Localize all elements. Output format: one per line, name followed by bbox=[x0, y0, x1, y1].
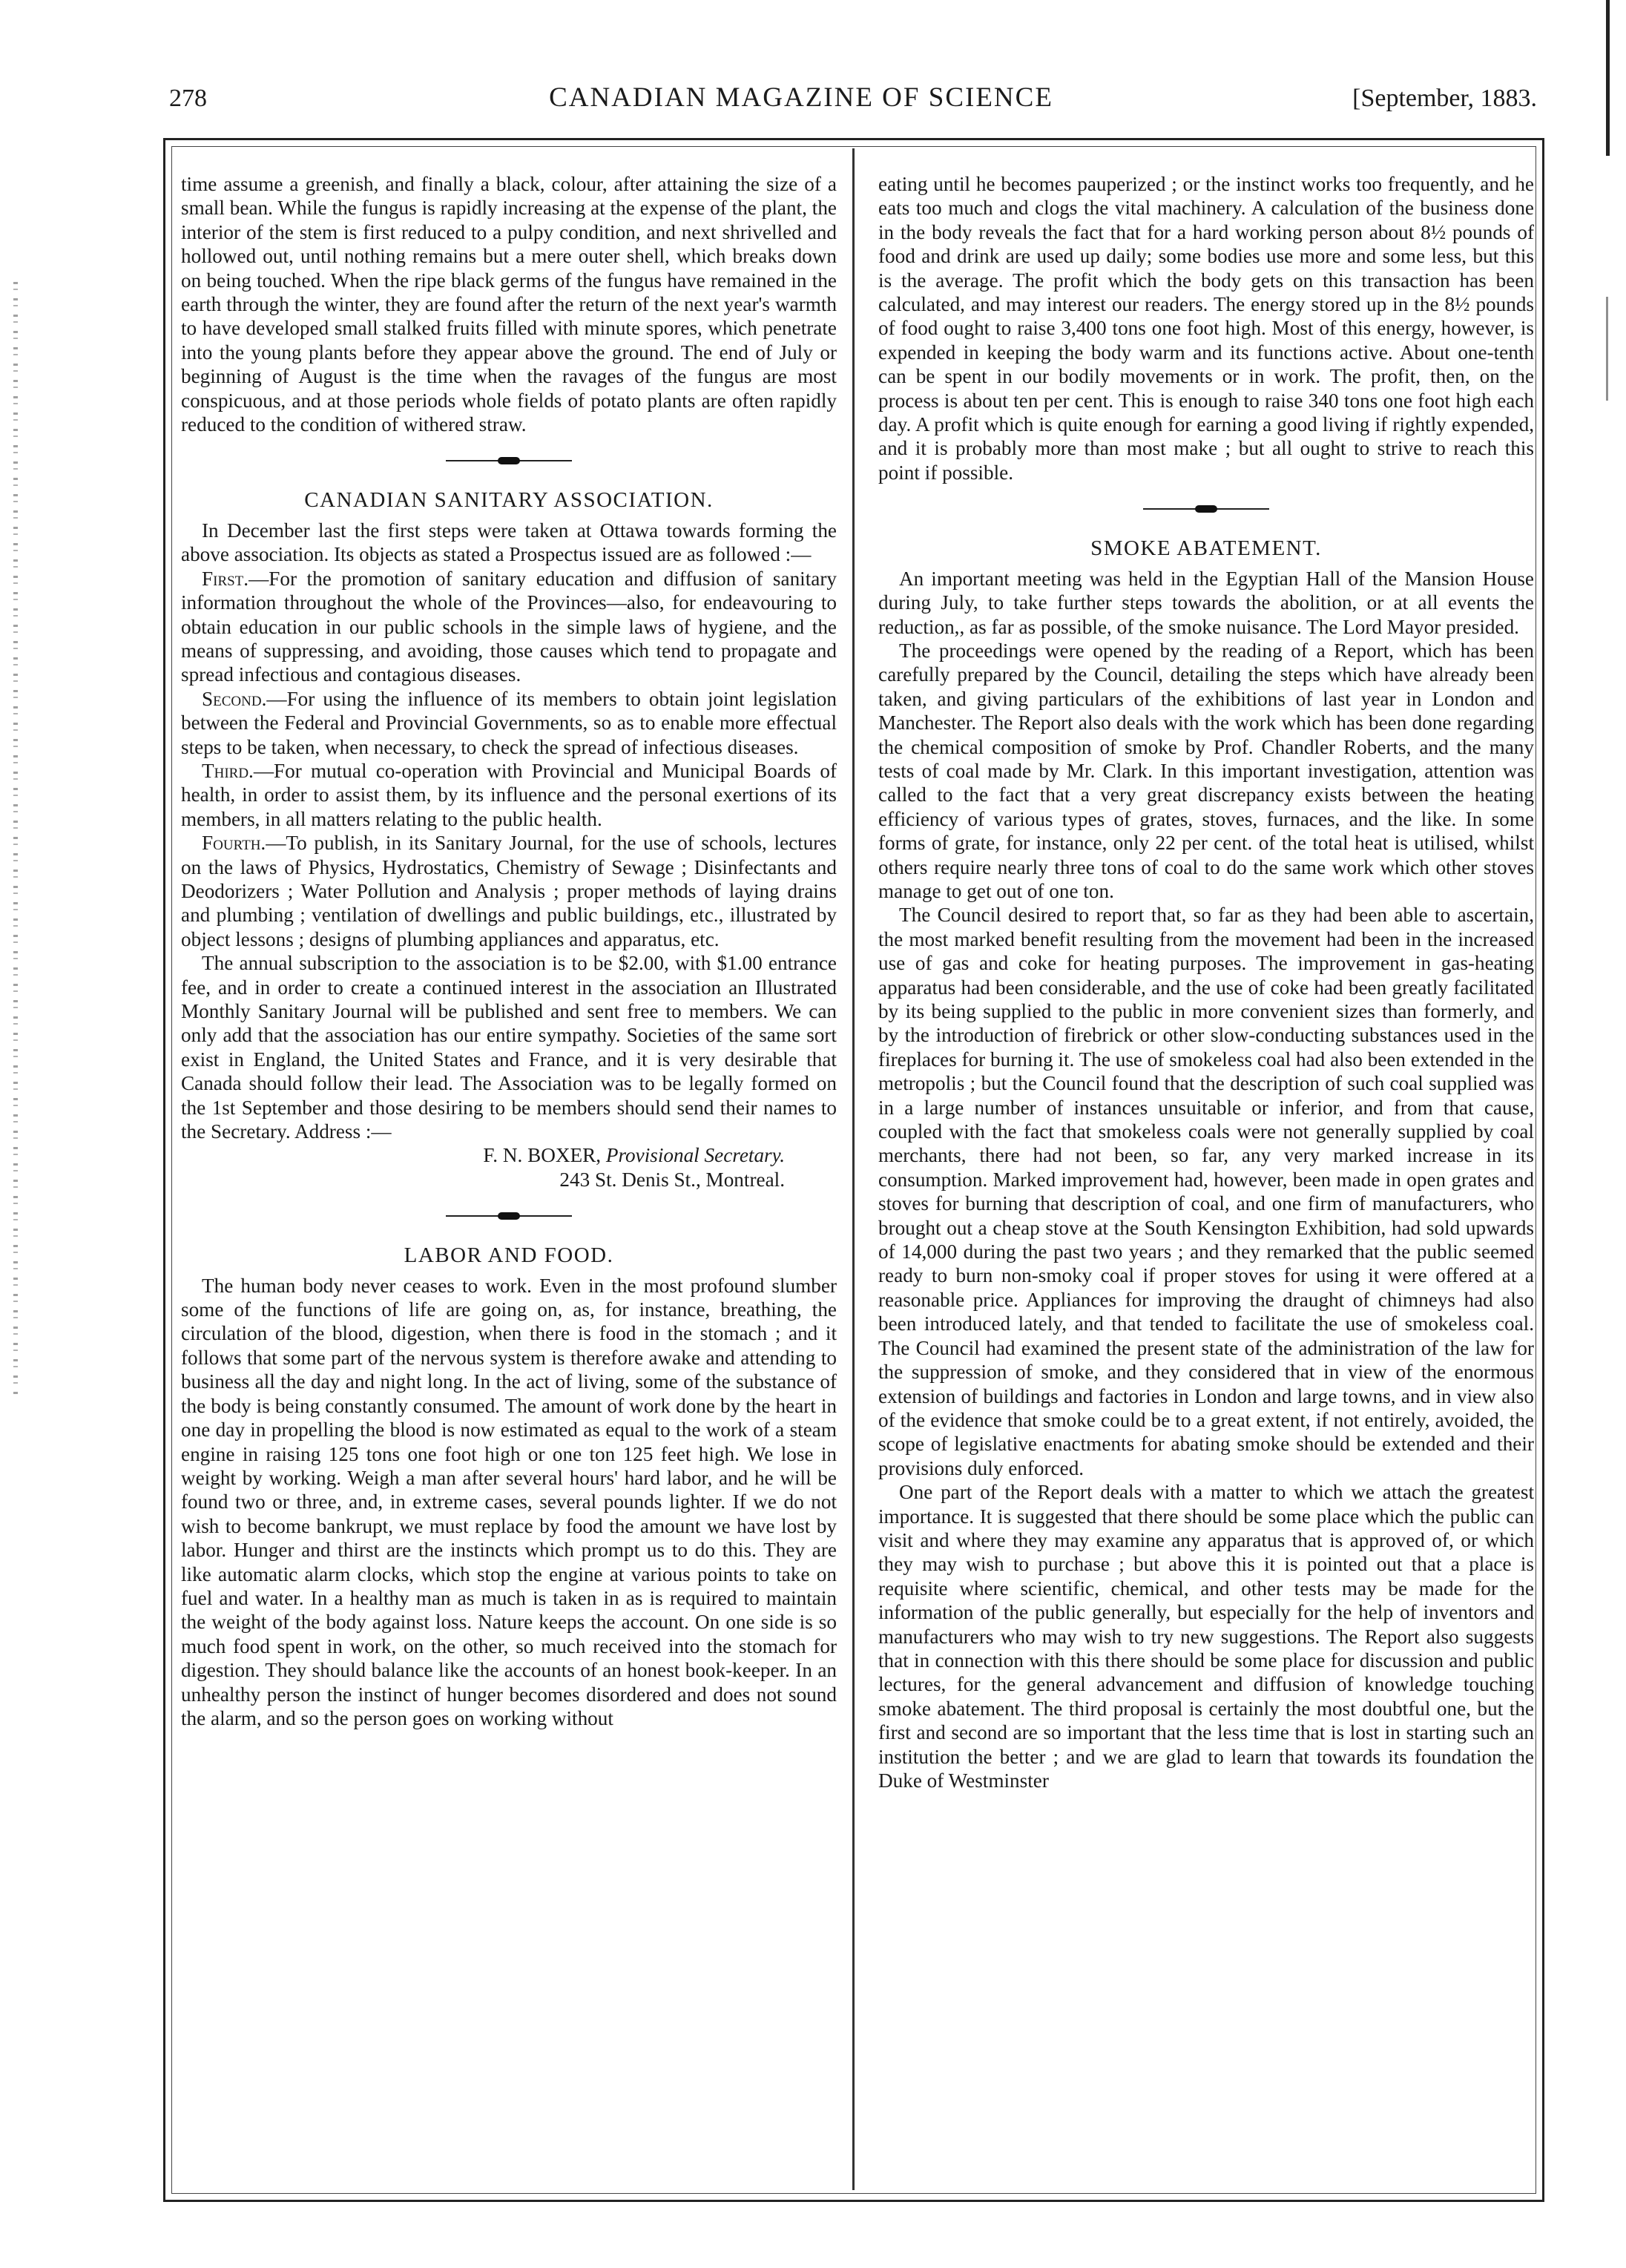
labor-continuation: eating until he becomes pauperized ; or the instinct works too frequently, and he eats too much and clogs the vital machinery. A calculation of the business done in the body reveals the fact that for a hard working person about 8½ pounds of food and drink are used up daily; some bodies use more and some less, but this is the average. The profit which the body gets on this transaction has been calculated, and may interest our readers. The energy stored up in the 8½ pounds of food ought to raise 3,400 tons one foot high. Most of this energy, however, is expended in keeping the body warm and its functions active. About one-tenth can be spent in our bodily movements or in work. The profit, then, on the process is about ten per cent. This is enough to raise 340 tons one foot high each day. A profit which is quite enough for earning a good living if rightly expended, and it is probably more than most make ; but all ought to strive to reach this point if possible. bbox=[878, 173, 1534, 484]
scan-edge-artifact bbox=[13, 282, 18, 1395]
sanitary-intro: In December last the first steps were taken at Ottawa towards forming the above association. Its objects as stated a Prospectus issued are as followed :— bbox=[181, 519, 837, 566]
labor-heading: LABOR AND FOOD. bbox=[404, 1243, 614, 1268]
signature-block bbox=[181, 1143, 837, 1191]
signature-address: 243 St. Denis St., Montreal. bbox=[559, 1168, 785, 1191]
fourth-label: Fourth. bbox=[202, 832, 266, 855]
smoke-paragraph-3: The Council desired to report that, so far as they had been able to ascertain, the most marked benefit resulting from the movement had been in the increased use of gas and coke for heating purposes. The improvement in gas-heating apparatus had been considerable, and the use of coke had been greatly facilitated by its being supplied to the public in more convenient sizes than formerly, and by the introduction of firebrick or other slow-conducting substances used in the fireplaces for burning it. The use of smokeless coal had also been extended in the metropolis ; but the Council found that the description of such coal supplied was in a large number of instances unsuitable or inferior, and from that cause, coupled with the fact that smokeless coals were not generally supplied by coal merchants, there had not been, so far, any very marked increase in its consumption. Marked improvement had, however, been made in open grates and stoves for burning that description of coal, and one firm of manufacturers, who brought out a cheap stove at the South Kensington Exhibition, had sold upwards of 14,000 during the past two years ; and they remarked that the public seemed ready to burn non-smoky coal if proper stoves for using it were offered at a reasonable price. Appliances for improving the draught of chimneys had also been introduced lately, and that tended to facilitate the use of smokeless coal. The Council had examined the present state of the administration of the law for the suppression of smoke, and they considered that in view of the enormous extension of buildings and factories in London and large towns, and in view also of the evidence that smoke could be to a great extent, if not entirely, avoided, the scope of legislative enactments for abating smoke should be extended and their provisions duly enforced. bbox=[878, 904, 1534, 1479]
signature-title: Provisional Secretary. bbox=[605, 1144, 785, 1167]
fourth-text: —To publish, in its Sanitary Journal, for the use of schools, lectures on the laws of Physics, Hydrostatics, Chemistry of Sewage ; Disinfectants and Deodorizers ; Water Pollution and Analysis ; proper methods of laying drains and plumbing ; ventilation of dwellings and public buildings, etc., illustrated by object lessons ; designs of plumbing appliances and apparatus, etc. bbox=[181, 832, 837, 950]
scan-edge-artifact bbox=[1606, 297, 1608, 401]
second-label: Second. bbox=[202, 687, 267, 710]
sanitary-second bbox=[181, 687, 837, 759]
smoke-paragraph-2: The proceedings were opened by the reading of a Report, which has been carefully prepared by the Council, detailing the steps which have already been taken, and giving particulars of the exhibitions of last year in London and Manchester. The Report also deals with the work which has been done regarding the chemical composition of smoke by Prof. Chandler Roberts, and the many tests of coal made by Mr. Clark. In this important investigation, attention was called to the fact that a very great discrepancy exists between the heating efficiency of various types of grates, stoves, furnaces, and the like. In some forms of grate, for instance, only 22 per cent. of the total heat is utilised, whilst others require nearly three tons of coal to do the same work which other stoves manage to get out of one ton. bbox=[878, 639, 1534, 902]
sanitary-heading: CANADIAN SANITARY ASSOCIATION. bbox=[304, 488, 714, 513]
issue-date: [September, 1883. bbox=[1352, 85, 1537, 112]
page-number: 278 bbox=[169, 85, 207, 112]
magazine-title: CANADIAN MAGAZINE OF SCIENCE bbox=[549, 82, 1053, 113]
sanitary-subscription: The annual subscription to the association is to be $2.00, with $1.00 entrance fee, and in order to create a continued interest in the association an Illustrated Monthly Sanitary Journal will be published and sent free to members. We can only add that the association has our entire sympathy. Societies of the same sort exist in England, the United States and France, and it is very desirable that Canada should follow their lead. The Association was to be legally formed on the 1st September and those desiring to be members should send their names to the Secretary. Address :— bbox=[181, 952, 837, 1143]
section-ornament bbox=[446, 1211, 572, 1221]
left-column bbox=[181, 172, 837, 1730]
third-label: Third. bbox=[202, 759, 254, 782]
smoke-paragraph-4: One part of the Report deals with a matter to which we attach the greatest importance. It is suggested that there should be some place which the public can visit and where they may examine any apparatus that is approved of, or which they may wish to purchase ; but above this it is pointed out that a place is requisite where scientific, chemical, and other tests may be made for the information of the public generally, but especially for the help of inventors and manufacturers who may wish to try new suggestions. The Report also suggests that in connection with this there should be some place for discussion and public lectures, for the general advancement and diffusion of knowledge touching smoke abatement. The third proposal is certainly the most doubtful one, but the first and second are so important that the less time that is lost in starting such an institution the better ; and we are glad to learn that towards its foundation the Duke of Westminster bbox=[878, 1481, 1534, 1792]
right-column bbox=[878, 172, 1534, 1792]
section-ornament bbox=[1143, 504, 1269, 514]
smoke-heading: SMOKE ABATEMENT. bbox=[1090, 536, 1322, 561]
scan-edge-artifact bbox=[1606, 0, 1610, 156]
column-divider bbox=[852, 148, 855, 2190]
signature-name: F. N. BOXER, bbox=[483, 1144, 602, 1167]
third-text: —For mutual co-operation with Provincial and Municipal Boards of health, in order to assist them, by its influence and the personal exertions of its members, in all matters relating to the public health. bbox=[181, 759, 837, 830]
first-label: First. bbox=[202, 567, 249, 590]
first-text: —For the promotion of sanitary education and diffusion of sanitary information throughout the whole of the Provinces—also, for endeavouring to obtain education in our public schools in the simple laws of hygiene, and the means of suppressing, and avoiding, those causes which tend to propagate and spread infectious and contagious diseases. bbox=[181, 567, 837, 686]
sanitary-first bbox=[181, 567, 837, 687]
second-text: —For using the influence of its members to obtain joint legislation between the Federal and Provincial Governments, so as to enable more effectual steps to be taken, when necessary, to check the spread of infectious diseases. bbox=[181, 687, 837, 758]
smoke-paragraph-1: An important meeting was held in the Egyptian Hall of the Mansion House during July, to take further steps towards the abolition, or at all events the reduction,, as far as possible, of the smoke nuisance. The Lord Mayor presided. bbox=[878, 567, 1534, 638]
section-ornament bbox=[446, 456, 572, 466]
labor-body: The human body never ceases to work. Even in the most profound slumber some of the functions of life are going on, as, for instance, breathing, the circulation of the blood, digestion, when there is food in the stomach ; and it follows that some part of the nervous system is therefore awake and attending to business all the day and night long. In the act of living, some of the substance of the body is being constantly consumed. The amount of work done by the heart in one day in propelling the blood is now estimated as equal to the work of a steam engine in raising 125 tons one foot high or one ton 125 feet high. We lose in weight by working. Weigh a man after several hours' hard labor, and he will be found two or three, and, in extreme cases, several pounds lighter. If we do not wish to become bankrupt, we must replace by food the amount we have lost by labor. Hunger and thirst are the instincts which prompt us to do this. They are like automatic alarm clocks, which stop the engine at various points to take on fuel and water. In a healthy man as much is taken in as is required to maintain the weight of the body against loss. Nature keeps the account. On one side is so much food spent in work, on the other, so much received into the stomach for digestion. They should balance like the accounts of an honest book-keeper. In an unhealthy person the instinct of hunger becomes disordered and does not sound the alarm, and so the person goes on working without bbox=[181, 1274, 837, 1729]
running-head bbox=[169, 82, 1537, 126]
sanitary-third bbox=[181, 759, 837, 831]
potato-article-continuation: time assume a greenish, and finally a black, colour, after attaining the size of a small bean. While the fungus is rapidly increasing at the expense of the plant, the interior of the stem is first reduced to a pulpy condition, and next shrivelled and hollowed out, until nothing remains but a mere outer shell, which breaks down on being touched. When the ripe black germs of the fungus have remained in the earth through the winter, they are found after the return of the next year's warmth to have developed small stalked fruits filled with minute spores, which penetrate into the young plants before they appear above the ground. The end of July or beginning of August is the time when the ravages of the fungus are most conspicuous, and at those periods whole fields of potato plants are often rapidly reduced to the condition of withered straw. bbox=[181, 173, 837, 436]
sanitary-fourth bbox=[181, 831, 837, 951]
